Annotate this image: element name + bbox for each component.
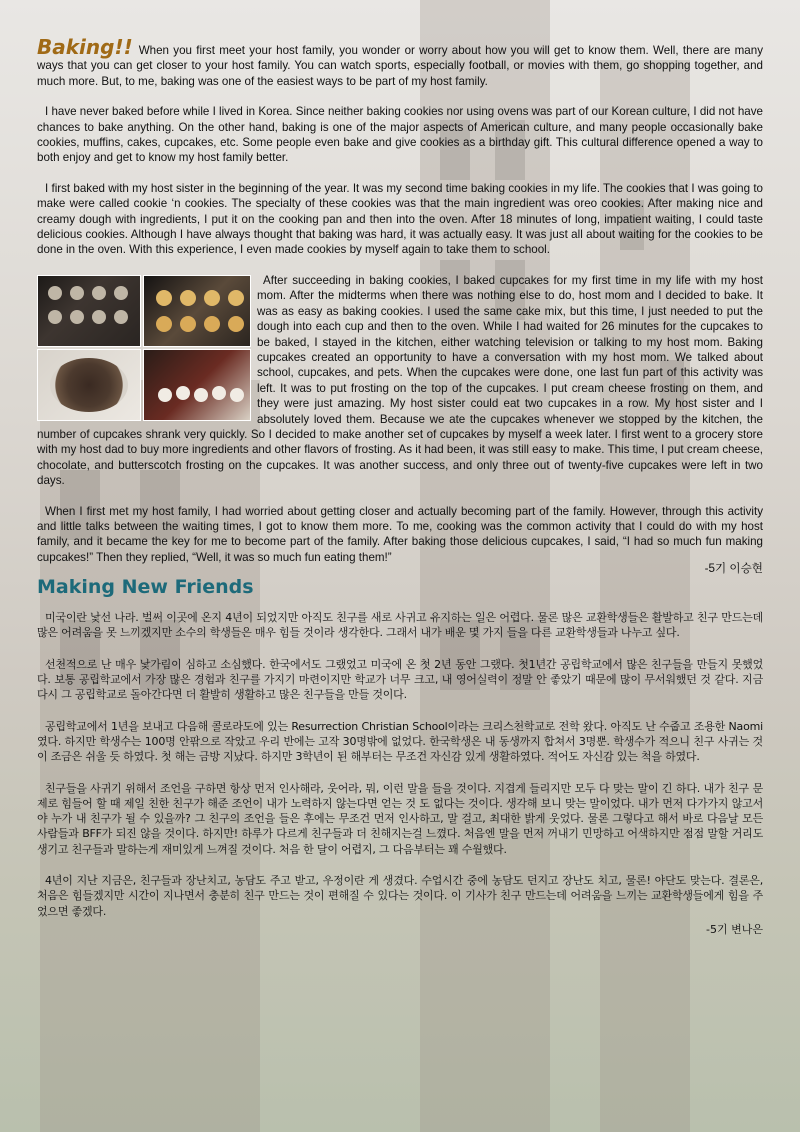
- article2-paragraph-3: 공립학교에서 1년을 보내고 다음해 콜로라도에 있는 Resurrection Christian School이라는 크리스천학교로 전학 왔다. 아직도 난 수줍고 조용한 Naomi였다. 하지만 학생수는 100명 안팎으로 작았고 우리 반에는 고작 30명밖에 없었다. 한국학생은 내 동생까지 합쳐서 3명뿐. 학생수가 적으니 친구 사귀는 것이 조금은 쉬울 듯 하였다. 첫 해는 금방 지났다. 하지만 3학년이 된 해부터는 무조건 자신감 있게 생활하였다. 적어도 자신감 있는 척을 하였다.: [37, 719, 763, 764]
- article1-paragraph-4: After succeeding in baking cookies, I baked cupcakes for my first time in my life with my host mom. After the midterms when there was nothing else to do, host mom and I decided to bake. It was as easy as baking cookies. I used the same cake mix, but this time, I just needed to put the dough into each cup and then to the oven. While I had waited for 26 minutes for the cupcakes to be baked, I stayed in the kitchen, either watching television or talking to my host mom. Baking cupcakes created an opportunity to have a conversation with my host mom. We talked about school, cupcakes, and pets. When the cupcakes were done, one last fun part of this activity was left. It was to put frosting on the top of the cupcakes. I put cream cheese frosting on them, and they were just amazing. My host sister could eat two cupcakes in a row. My host sister and I absolutely loved them. Because we ate the cupcakes whenever we stopped by the kitchen, the number of cupcakes shrank very quickly. So I decided to make another set of cupcakes by myself a week later. I first went to a grocery store with my host dad to buy more ingredients and other flavors of frosting. As it had been, it was still easy to make. This time, I put cream cheese, chocolate, and butterscotch frosting on the cupcakes. It was another success, and only three out of twenty-five cupcakes were left in two days.: [37, 273, 763, 488]
- article2-paragraph-5: 4년이 지난 지금은, 친구들과 장난치고, 농담도 주고 받고, 우정이란 게 생겼다. 수업시간 중에 농담도 던지고 장난도 치고, 물론! 야단도 맞는다. 결론은, 처음은 힘들겠지만 시간이 지나면서 충분히 친구 만드는 것이 편해질 수 있다는 것이다. 이 기사가 친구 만드는데 어려움을 느끼는 교환학생들에게 힘을 주었으면 좋겠다.: [37, 874, 763, 918]
- article1-paragraph-1: [37, 35, 763, 89]
- article2-author: -5기 변나은: [706, 922, 763, 936]
- photo-cupcake-pan: [37, 275, 141, 347]
- article1-paragraph-2: I have never baked before while I lived in Korea. Since neither baking cookies nor using ovens was part of our Korean culture, I did not have chances to bake anything. On the other hand, baking is one of the major aspects of American culture, and many people occasionally bake cookies, muffins, cakes, cupcakes, etc. Some people even bake and give cookies as a birthday gift. This cultural difference opened a way to both enjoy and get to know my host family better.: [37, 105, 763, 165]
- baking-photo-collage: [37, 275, 249, 419]
- article1-paragraph-3: I first baked with my host sister in the beginning of the year. It was my second time baking cookies in my life. The cookies that I was going to make were called cookie ‘n cookies. The specialty of these cookies was that the main ingredient was oreo cookies. After making nice and creamy dough with ingredients, I put it on the cooking pan and then into the oven. After 18 minutes of long, impatient waiting, I could taste delicious cookies. Although I have always thought that baking was hard, it was actually easy. It was just all about waiting for the cookies to be done in the oven. With this experience, I even made cookies by myself again to take them to school.: [37, 181, 763, 257]
- article1-intro-text: When you first meet your host family, you wonder or worry about how you will get to know them. Well, there are many ways that you can get closer to your host family. You can watch sports, especially football, or movies with them, go shopping together, and much more. But, to me, baking was one of the easiest ways to be part of my host family.: [37, 44, 763, 88]
- photo-frosted-cupcakes: [143, 349, 251, 421]
- article2-paragraph-2: 선천적으로 난 매우 낯가림이 심하고 소심했다. 한국에서도 그랬었고 미국에 온 첫 2년 동안 그랬다. 첫1년간 공립학교에서 많은 친구들을 만들지 못했었다. 보통 공립학교에서 가장 많은 경험과 친구를 가지기 마련이지만 학교가 너무 크고, 내 영어실력이 정말 안 좋았기 때문에 많이 무서워했던 것 같다. 지금 다시 그 공립학교로 돌아간다면 더 활발히 생활하고 많은 친구들을 만들 것이다.: [37, 657, 763, 702]
- article2-paragraph-1: 미국이란 낯선 나라. 벌써 이곳에 온지 4년이 되었지만 아직도 친구를 새로 사귀고 유지하는 일은 어렵다. 물론 많은 교환학생들은 활발하고 친구 만드는데 많은 어려움을 못 느끼겠지만 소수의 학생들은 매우 힘들 것이라 생각한다. 그래서 내가 배운 몇 가지 들을 다른 교환학생들과 나누고 싶다.: [37, 611, 763, 640]
- article1-title: Baking!!: [37, 35, 133, 59]
- article2-paragraph-4: 친구들을 사귀기 위해서 조언을 구하면 항상 먼저 인사해라, 웃어라, 뭐, 이런 말을 들을 것이다. 지겹게 들리지만 모두 다 맞는 말이 긴 하다. 내가 친구 문제로 힘들어 할 때 제일 친한 친구가 해준 조언이 내가 노력하지 않는다면 얻는 것 도 없다는 것이다. 생각해 보니 맞는 말이었다. 내가 먼저 다가가지 않고서야 누가 내 친구가 될 수 있을까? 그 친구의 조언을 들은 후에는 무조건 먼저 인사하고, 말 걸고, 최대한 밝게 웃었다. 물론 그렇다고 해서 바로 다음날 모든 사람들과 BFF가 되진 않을 것이다. 하지만! 하루가 다르게 친구들과 더 친해지는걸 느꼈다. 처음엔 말을 먼저 꺼내기 민망하고 어색하지만 점점 말할 거리도 생기고 친구들과 말하는게 재미있게 느껴질 것이다. 처음 한 달이 어렵지, 그 다음부터는 꽤 수월했다.: [37, 781, 763, 856]
- article2-title: Making New Friends: [37, 576, 254, 599]
- photo-baked-cupcakes: [143, 275, 251, 347]
- page-content: [37, 35, 763, 937]
- article1-author: -5기 이승현: [704, 562, 763, 576]
- article1-paragraph-5: When I first met my host family, I had worried about getting closer and actually becoming part of the family. However, through this activity and little talks between the waiting times, I got to know them more. To me, cooking was the common activity that I could do with my host family, and it became the key for me to become part of the family. After baking those delicious cupcakes, I said, “I had so much fun making cupcakes!” Then they replied, “Well, it was so much fun eating them!”: [37, 504, 763, 564]
- photo-cookies-plate: [37, 349, 141, 421]
